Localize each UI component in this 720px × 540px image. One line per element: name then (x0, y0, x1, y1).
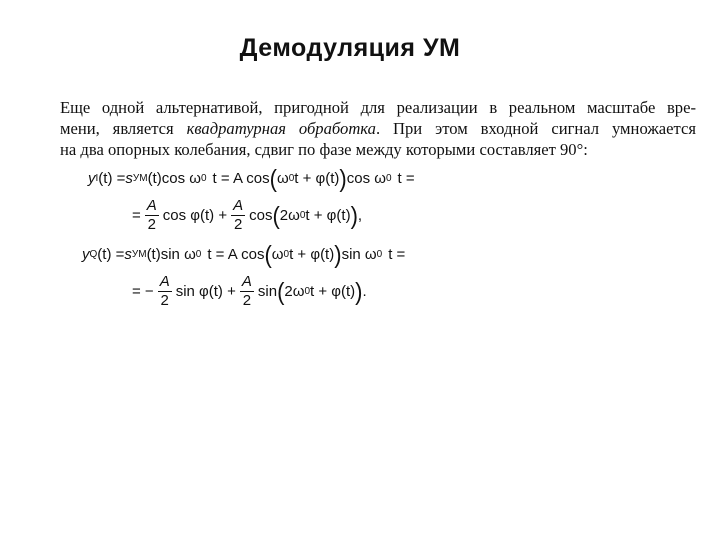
eq1-inner2: t + φ(t) (294, 170, 340, 187)
eq3-inner2: t + φ(t) (289, 246, 335, 263)
eq2-paren-right: ) (350, 201, 358, 230)
eq1-y: y (88, 170, 96, 187)
paragraph-line-2 (60, 118, 696, 139)
equation-y-q-expanded (132, 274, 367, 309)
eq3-mid2: t = A cos (207, 246, 265, 263)
eq3-y: y (82, 246, 90, 263)
eq4-equals: = − (132, 283, 154, 300)
eq2-fraction-2: $\frac{A}{2}$ (233, 197, 244, 233)
eq4-fraction-2: $\frac{A}{2}$ (241, 273, 252, 309)
eq2-fraction-1: $\frac{A}{2}$ (146, 197, 157, 233)
eq1-inner-sub: 0 (288, 173, 295, 184)
eq1-mid: (t)cos ω (147, 170, 201, 187)
eq1-paren-left: ( (269, 164, 277, 193)
equation-y-i-expanded (132, 198, 362, 233)
eq2-inner-sub: 0 (299, 210, 306, 221)
eq3-paren-right: ) (334, 240, 342, 269)
eq3-paren-left: ( (264, 240, 272, 269)
eq2-end: , (357, 207, 363, 224)
eq2-paren-left: ( (272, 201, 280, 230)
eq3-w-sub: 0 (195, 249, 202, 260)
eq2-inner: 2ω (279, 207, 300, 224)
eq3-tail: sin ω (341, 246, 377, 263)
paragraph-line-3: на два опорных колебания, сдвиг по фазе между которыми составляет 90°: (60, 140, 588, 159)
eq4-term-1: sin φ(t) + (175, 283, 236, 300)
eq2-term-1: cos φ(t) + (162, 207, 228, 224)
eq4-inner: 2ω (284, 283, 305, 300)
eq1-inner: ω (276, 170, 289, 187)
eq2-inner2: t + φ(t) (305, 207, 351, 224)
eq1-tail: cos ω (346, 170, 386, 187)
eq3-tail-sub: 0 (376, 249, 383, 260)
slide-title: Демодуляция УМ (239, 34, 461, 62)
eq1-s: s (125, 170, 133, 187)
eq4-inner-sub: 0 (304, 286, 311, 297)
eq1-paren-right: ) (339, 164, 347, 193)
eq3-lhs-arg: (t) = (97, 246, 125, 263)
eq4-inner2: t + φ(t) (310, 283, 356, 300)
eq4-paren-right: ) (355, 277, 363, 306)
eq3-tail2: t = (388, 246, 406, 263)
eq1-y-sub: I (95, 173, 99, 184)
eq4-paren-left: ( (277, 277, 285, 306)
eq1-tail2: t = (397, 170, 415, 187)
eq3-inner: ω (271, 246, 284, 263)
eq1-s-sub: УМ (132, 173, 148, 184)
equation-y-i (88, 164, 415, 193)
emphasis-term: квадратурная обработка (186, 119, 376, 138)
eq3-inner-sub: 0 (283, 249, 290, 260)
eq3-mid: (t)sin ω (146, 246, 196, 263)
paragraph-line-2-end: . При этом входной сигнал умножается (375, 119, 696, 138)
eq4-term-2: sin (257, 283, 278, 300)
eq2-equals: = (132, 207, 141, 224)
eq3-y-sub: Q (89, 249, 98, 260)
eq1-w-sub: 0 (200, 173, 207, 184)
eq3-s: s (124, 246, 132, 263)
paragraph-line-2-start: мени, является (60, 119, 187, 138)
eq1-mid2: t = A cos (212, 170, 270, 187)
body-paragraph (60, 97, 696, 160)
eq2-term-2: cos (249, 207, 273, 224)
eq1-tail-sub: 0 (385, 173, 392, 184)
eq4-end: . (362, 283, 367, 300)
paragraph-line-1: Еще одной альтернативой, пригодной для реализации в реальном масштабе вре- (60, 98, 696, 117)
eq1-lhs-arg: (t) = (98, 170, 126, 187)
equation-y-q (82, 240, 406, 269)
eq3-s-sub: УМ (131, 249, 147, 260)
eq4-fraction-1: $\frac{A}{2}$ (159, 273, 170, 309)
